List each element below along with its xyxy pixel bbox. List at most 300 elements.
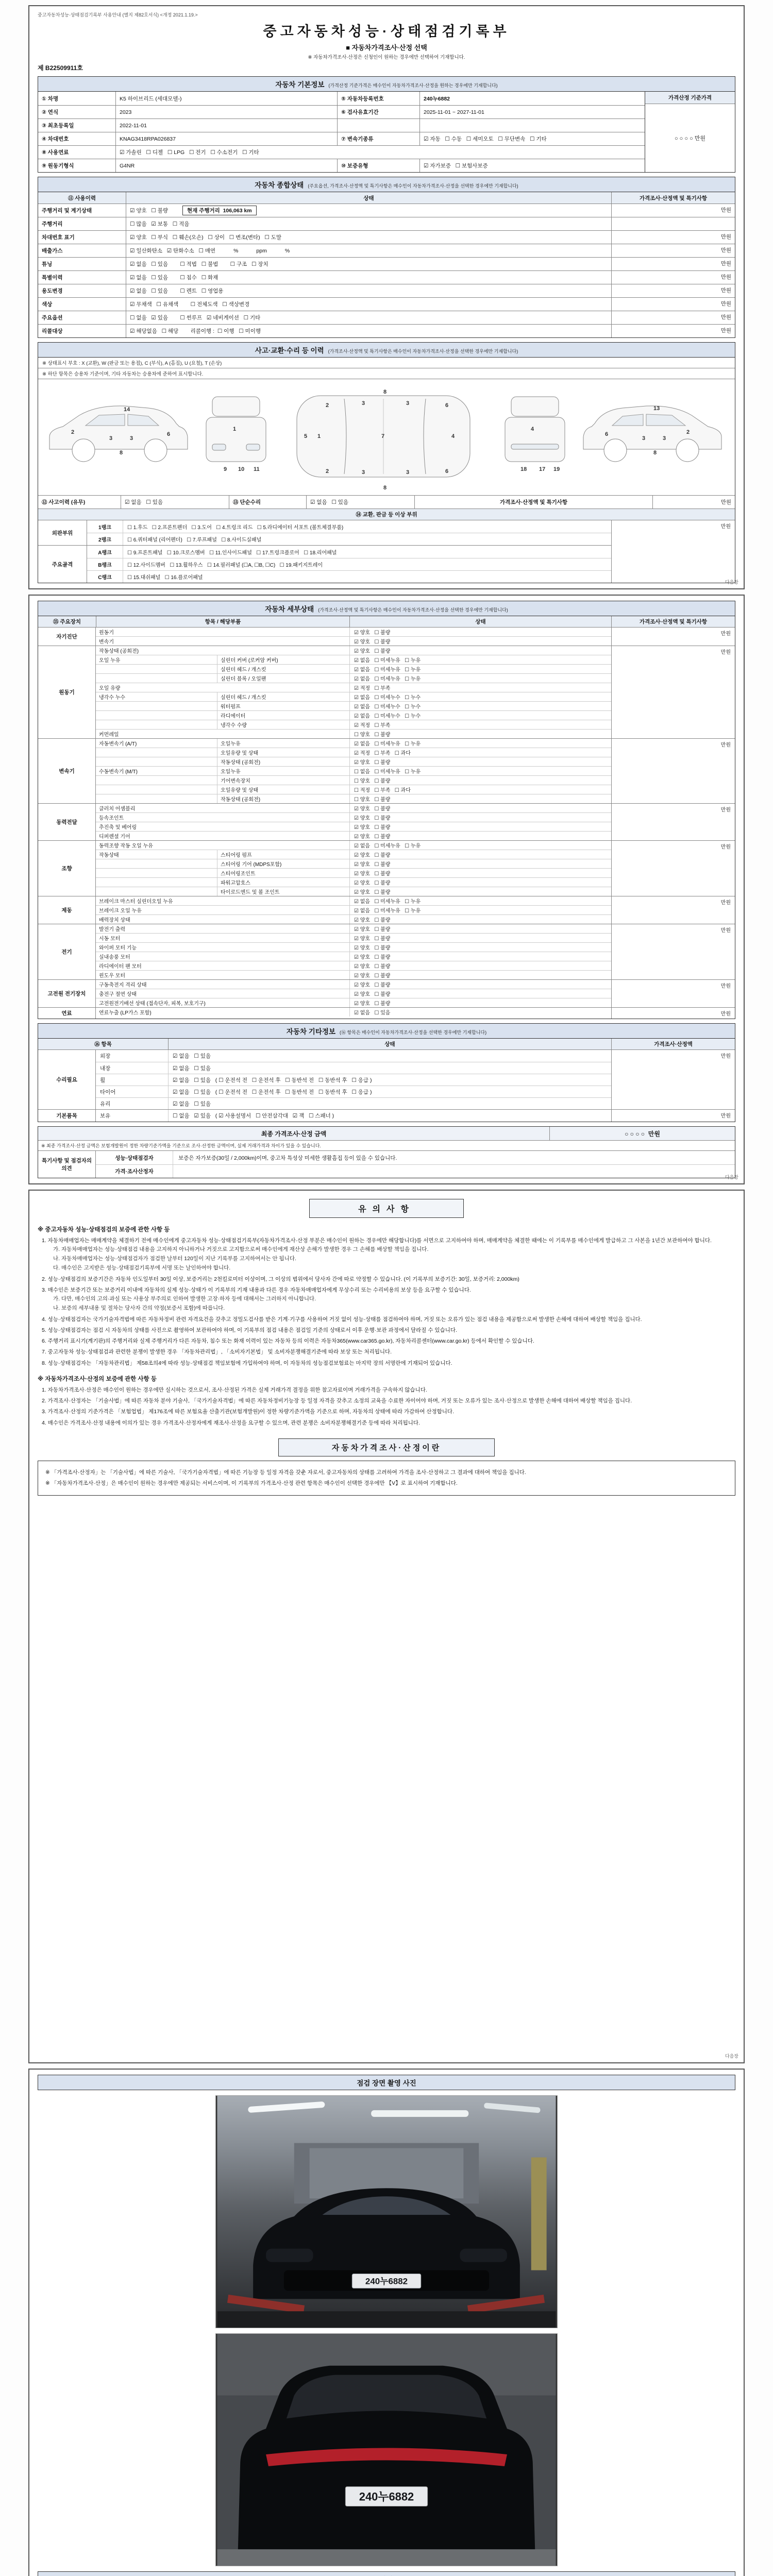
subitem-label: 오일유량 및 상태 (217, 748, 349, 757)
detail-row (96, 850, 611, 859)
item-label: 등속조인트 (99, 816, 124, 821)
outer-panel-label: 외판부위 (38, 520, 87, 545)
accident-price-cell: 만원 (652, 496, 735, 509)
state-checkboxes[interactable] (126, 298, 611, 311)
svg-text:1: 1 (233, 426, 237, 432)
warranty-type-label: ⑩ 보증유형 (337, 159, 419, 172)
state-checkboxes[interactable]: ☑ 없음 ☐ 미세누유 ☐ 누유 (349, 655, 611, 664)
car-damage-diagram (38, 379, 735, 495)
detail-group (38, 646, 735, 738)
state-checkboxes[interactable]: ☑ 양호 ☐ 불량 (349, 822, 611, 831)
state-checkboxes[interactable]: ☑ 없음 ☐ 미세누유 ☐ 누유 (349, 739, 611, 748)
state-options[interactable]: ☑ 없음 ☐ 있음 ☐ 렌트 ☐ 영업용 (130, 288, 224, 294)
use-history-label: 용도변경 (42, 288, 63, 294)
photo-rear-image (216, 2334, 557, 2566)
detail-row (96, 914, 611, 924)
rank1-label: 1랭크 (87, 520, 123, 533)
detail-group (38, 896, 735, 924)
state-checkboxes[interactable]: ☑ 양호 ☐ 불량 (349, 924, 611, 933)
price-cell: 만원 (611, 628, 735, 646)
detail-row (96, 942, 611, 952)
detail-group (38, 738, 735, 803)
rankC-label: C랭크 (87, 571, 123, 583)
detail-row (96, 673, 611, 683)
base-price-value: ○ ○ ○ ○ 만원 (674, 135, 706, 142)
item-label: 외장 (100, 1053, 111, 1059)
item-label: 변속기 (99, 639, 114, 645)
detail-row (96, 804, 611, 812)
final-price-block (38, 1126, 735, 1178)
state-checkboxes[interactable]: ☐ 없음 ☑ 있음 ( ☑ 사용설명서 ☐ 안전삼각대 ☑ 잭 ☐ 스패너 ) (168, 1110, 611, 1122)
price-cell: 만원 (611, 311, 735, 324)
overall-row (38, 244, 735, 257)
state-checkboxes[interactable]: ☑ 양호 ☐ 불량 (349, 998, 611, 1007)
main-frame-label: 주요골격 (38, 546, 87, 583)
price-cell: 만원 (611, 804, 735, 840)
notice-line: 1. 자동차매매업자는 매매계약을 체결하기 전에 매수인에게 중고자동차 성능·상태점검기록부(자동차가격조사·산정 부분은 매수인이 원하는 경우에만 해당합니다)를 서면으로 고지하여야 하며, 매매계약을 체결한 때에는 이 기록부를 매수인에게 발급하고 그 사본을 1년간 보관하여야 합니다. (42, 1238, 712, 1244)
col-other-item: ⑯ 항목 (94, 1041, 112, 1047)
item-label (96, 665, 217, 673)
state-checkboxes[interactable]: ☑ 적정 ☐ 부족 (349, 683, 611, 692)
state-checkboxes[interactable]: ☑ 없음 ☐ 있음 (168, 1062, 611, 1074)
simple-repair-checkboxes[interactable]: ☑ 없음 ☐ 있음 (306, 496, 414, 509)
detail-row (96, 710, 611, 720)
detail-row (96, 766, 611, 775)
subitem-label: 작동상태 (공회전) (217, 757, 349, 766)
state-checkboxes[interactable]: ☑ 양호 ☐ 불량 (349, 859, 611, 868)
col-detail-price: 가격조사·산정액 및 특기사항 (611, 616, 735, 627)
rank-price-cell: 만원 (611, 520, 735, 583)
detail-row (96, 859, 611, 868)
use-history-label: 주행거리 및 계기상태 (42, 208, 92, 214)
item-label: 와이퍼 모터 기능 (99, 945, 137, 951)
other-group (38, 1049, 735, 1109)
detail-row (96, 692, 611, 701)
engine-type-value: G4NR (115, 159, 337, 172)
state-checkboxes[interactable]: ☐ 양호 ☐ 불량 (349, 794, 611, 803)
item-label: 고전원전기배선 상태 (접속단자, 피복, 보호기구) (99, 1001, 206, 1007)
detail-row (96, 877, 611, 887)
document-number: 제 B22509911호 (38, 64, 83, 72)
state-checkboxes[interactable]: ☑ 적정 ☐ 부족 (349, 720, 611, 729)
state-checkboxes[interactable]: ☑ 양호 ☐ 불량 (349, 813, 611, 822)
svg-text:6: 6 (605, 431, 609, 437)
document-title: 중고자동차성능·상태점검기록부 (263, 24, 510, 39)
notice-text (38, 1225, 735, 1427)
notice-line: 3. 가격조사·산정의 기준가격은 「보험업법」 제176조에 따른 보험요율 산출기관(보험개발원)이 정한 차량기준가액을 기준으로 하며, 자동차의 상태에 따라 가감하여 산정합니다. (42, 1409, 454, 1415)
col-detail-state: 상태 (349, 616, 611, 627)
col-other-price: 가격조사·산정액 (611, 1039, 735, 1049)
use-history-label: 차대번호 표기 (42, 234, 75, 241)
state-checkboxes[interactable]: ☑ 없음 ☐ 있음 (349, 1008, 611, 1016)
pricing-info-line-2: ※ 「자동차가격조사·산정」은 매수인이 원하는 경우에만 제공되는 서비스이며, 이 기록부의 가격조사·산정 관련 항목은 매수인이 선택한 경우에만 【V】로 표시하여 기재합니다. (45, 1480, 458, 1486)
price-cell: 만원 (611, 244, 735, 257)
item-label: 발전기 출력 (99, 927, 126, 933)
state-checkboxes[interactable]: ☑ 양호 ☐ 불량 (349, 915, 611, 924)
price-cell: 만원 (611, 739, 735, 803)
state-options[interactable]: ☑ 양호 ☐ 부식 ☐ 훼손(오손) ☐ 상이 ☐ 변조(변타) ☐ 도말 (130, 234, 282, 241)
detail-group (38, 924, 735, 979)
other-row (96, 1097, 611, 1109)
state-checkboxes[interactable]: ☑ 없음 ☐ 미세누수 ☐ 누수 (349, 711, 611, 720)
state-checkboxes[interactable]: ☑ 양호 ☐ 불량 (349, 971, 611, 979)
subitem-label: 라디에이터 (217, 711, 349, 720)
state-checkboxes[interactable] (126, 311, 611, 324)
detail-row (96, 933, 611, 942)
state-checkboxes[interactable]: ☑ 양호 ☐ 불량 (349, 961, 611, 970)
item-label: 작동상태 (공회전) (99, 649, 139, 654)
detail-row (96, 952, 611, 961)
col-state: 상태 (126, 192, 611, 204)
device-label: 조향 (38, 841, 96, 896)
svg-text:11: 11 (254, 466, 260, 472)
price-cell: 만원 (611, 231, 735, 244)
svg-text:4: 4 (531, 426, 534, 432)
price-cell: 만원 (611, 841, 735, 896)
notice-line: 나. 자동차매매업자는 성능·상태점검자가 점검한 날부터 120일이 지난 기록부를 고지하여서는 안 됩니다. (53, 1256, 296, 1262)
basic-info-table (38, 92, 735, 173)
rankB-checkboxes[interactable]: ☐ 12.사이드멤버 ☐ 13.휠하우스 ☐ 14.필러패널 (☐A, ☐B, ☐C) ☐ 19.패키지트레이 (127, 563, 323, 568)
price-cell: 만원 (611, 1008, 735, 1019)
subitem-label: 실린더 커버 (로커암 커버) (217, 655, 349, 664)
state-checkboxes[interactable]: ☑ 없음 ☐ 있음 ( ☐ 운전석 전 ☐ 운전석 후 ☐ 동반석 전 ☐ 동반석 후 ☐ 응급 ) (168, 1074, 611, 1086)
accident-section-title: 사고·교환·수리 등 이력 (가격조사·산정액 및 특기사항은 매수인이 자동차가격조사·산정을 선택한 경우에만 기재합니다) (38, 342, 735, 358)
base-price-label: 가격산정 기준가격 (645, 92, 735, 104)
svg-text:3: 3 (642, 435, 646, 442)
subitem-label: 냉각수 수량 (217, 720, 349, 729)
detail-table (38, 616, 735, 1019)
other-note: (⑯ 항목은 매수인이 자동차가격조사·산정을 선택한 경우에만 기재합니다) (339, 1030, 487, 1035)
notice-line: 2. 가격조사·산정자는 「기술사법」에 따른 자동차 분야 기술사, 「국가기술자격법」에 따른 자동차정비기능장 등 일정 자격을 갖추고 소정의 교육을 수료한 자이어야 하며, 거짓 또는 오류가 있는 조사·산정으로 발생한 손해에 대하여 배상할 책임을 집니다. (42, 1398, 632, 1404)
state-checkboxes[interactable] (126, 244, 611, 257)
col-price: 가격조사·산정액 및 특기사항 (611, 192, 735, 204)
state-checkboxes[interactable]: ☑ 양호 ☐ 불량 (349, 850, 611, 859)
svg-text:7: 7 (381, 433, 385, 439)
item-label (96, 869, 217, 877)
price-cell: 만원 (611, 896, 735, 924)
notice-line: 3. 매수인은 보증기간 또는 보증거리 이내에 자동차의 실제 성능·상태가 이 기록부의 기재 내용과 다른 경우 자동차매매업자에게 무상수리 또는 수리비용의 보상 등을 요구할 수 있습니다. (42, 1286, 471, 1293)
svg-text:19: 19 (553, 466, 560, 472)
state-options[interactable]: ☑ 일산화탄소 ☑ 탄화수소 ☐ 매연 % ppm % (130, 248, 290, 254)
subitem-label: 실린더 블록 / 오일팬 (217, 674, 349, 683)
price-cell: 만원 (611, 325, 735, 337)
state-options[interactable]: ☐ 많음 ☑ 보통 ☐ 적음 (130, 221, 190, 227)
state-checkboxes[interactable] (126, 325, 611, 337)
empty-value (419, 119, 645, 132)
item-label: 연료누출 (LP가스 포함) (99, 1010, 152, 1016)
accident-history-label: ⑫ 사고이력 (유무) (42, 499, 86, 505)
inspection-photo-front (215, 2095, 558, 2328)
state-checkboxes[interactable]: ☑ 양호 ☐ 불량 (349, 887, 611, 896)
state-checkboxes[interactable] (126, 204, 611, 217)
subitem-label: 스티어링 기어 (MDPS포함) (217, 859, 349, 868)
notice-line: 8. 성능·상태점검자는 「자동차관리법」 제58조의4에 따라 성능·상태점검 책임보험에 가입하여야 하며, 이 자동차의 성능점검보험료는 마지막 장의 서명란에 기재되어 있습니다. (42, 1360, 452, 1366)
state-checkboxes[interactable]: ☐ 양호 ☐ 불량 (349, 730, 611, 738)
basic-info-note: (가격산정 기준가격은 매수인이 자동차가격조사·산정을 원하는 경우에만 기재합니다) (328, 83, 498, 88)
state-checkboxes[interactable]: ☑ 양호 ☐ 불량 (349, 934, 611, 942)
item-label: 충전구 절연 상태 (99, 992, 137, 997)
state-checkboxes[interactable]: ☑ 적정 ☐ 부족 ☐ 과다 (349, 748, 611, 757)
detail-section-title: 자동차 세부상태 (가격조사·산정액 및 특기사항은 매수인이 자동차가격조사·산정을 선택한 경우에만 기재합니다) (38, 601, 735, 616)
state-checkboxes[interactable]: ☑ 양호 ☐ 불량 (349, 952, 611, 961)
price-cell: 만원 (611, 1050, 735, 1109)
item-label: 타이어 (100, 1089, 116, 1095)
rankC-checkboxes[interactable]: ☐ 15.대쉬패널 ☐ 16.플로어패널 (127, 575, 203, 581)
svg-text:3: 3 (406, 469, 410, 476)
car-name-label: ① 차명 (42, 95, 59, 102)
notice-line: 다. 매수인은 고지받은 성능·상태점검기록부에 서명 또는 날인하여야 합니다. (53, 1264, 231, 1271)
state-checkboxes[interactable]: ☑ 양호 ☐ 불량 (349, 628, 611, 636)
year-label: ② 연식 (42, 109, 59, 115)
detail-group (38, 979, 735, 1007)
license-plate-rear: 240누6882 (359, 2490, 414, 2503)
state-checkboxes[interactable] (126, 258, 611, 270)
detail-row (96, 896, 611, 905)
page-4 (28, 2069, 745, 2576)
col-use-history: ⑪ 사용이력 (68, 195, 96, 201)
item-label: 오일 누유 (99, 658, 121, 664)
detail-row (96, 887, 611, 896)
svg-text:9: 9 (224, 466, 227, 472)
accident-price-label: 가격조사·산정액 및 특기사항 (414, 496, 652, 509)
subitem-label: 파워고압호스 (217, 878, 349, 887)
detail-row (96, 683, 611, 692)
notice-line: ※ 중고자동차 성능·상태점검의 보증에 관한 사항 등 (38, 1227, 170, 1233)
other-group (38, 1109, 735, 1122)
transmission-checkboxes[interactable]: ☑ 자동 ☐ 수동 ☐ 세미오토 ☐ 무단변속 ☐ 기타 (419, 132, 645, 145)
rank1-checkboxes[interactable]: ☐ 1.후드 ☐ 2.프론트펜더 ☐ 3.도어 ☐ 4.트렁크 리드 ☐ 5.라디에이터 서포트 (볼트체결부품) (127, 524, 344, 531)
detail-row (96, 970, 611, 979)
device-label: 동력전달 (38, 804, 96, 840)
state-checkboxes[interactable]: ☑ 없음 ☐ 있음 (168, 1098, 611, 1109)
detail-row (96, 775, 611, 785)
state-checkboxes[interactable]: ☐ 양호 ☐ 불량 (349, 776, 611, 785)
item-label: 브레이크 마스터 실린더오일 누유 (99, 899, 173, 905)
first-reg-value: 2022-11-01 (115, 119, 337, 132)
overall-row (38, 270, 735, 284)
base-price-block (645, 92, 735, 172)
item-label (96, 776, 217, 785)
item-label (96, 674, 217, 683)
detail-row (96, 748, 611, 757)
state-options[interactable]: ☑ 양호 ☐ 불량 (130, 208, 168, 214)
detail-group (38, 1007, 735, 1019)
fuel-checkboxes[interactable]: ☑ 가솔린 ☐ 디젤 ☐ LPG ☐ 전기 ☐ 수소전기 ☐ 기타 (115, 146, 645, 159)
svg-text:8: 8 (653, 450, 657, 456)
next-page-label: 다음장 (725, 580, 738, 585)
overall-row (38, 284, 735, 297)
svg-text:14: 14 (124, 406, 130, 413)
item-label (96, 859, 217, 868)
other-table (38, 1039, 735, 1122)
notice-line: 5. 성능·상태점검자는 점검 시 자동차의 상태를 사진으로 촬영하여 보관하여야 하며, 이 기록부의 점검 내용은 점검일 기준의 상태로서 이후 운행·보관 과정에서 달라질 수 있습니다. (42, 1327, 457, 1333)
detail-row (96, 1008, 611, 1016)
inspection-photo-rear (215, 2333, 558, 2566)
item-label (96, 887, 217, 896)
use-history-label: 배출가스 (42, 248, 63, 254)
overall-row (38, 217, 735, 230)
other-row (96, 1110, 611, 1122)
detail-row (96, 831, 611, 840)
svg-text:8: 8 (120, 450, 123, 456)
car-name-value: K5 하이브리드 (세대모델-) (115, 92, 337, 105)
inspector-label: 성능·상태점검자 (96, 1151, 173, 1164)
state-checkboxes[interactable]: ☑ 양호 ☐ 불량 (349, 637, 611, 646)
state-checkboxes[interactable]: ☑ 양호 ☐ 불량 (349, 869, 611, 877)
use-history-label: 튜닝 (42, 261, 53, 267)
pricing-info-title: 자동차가격조사·산정이란 (278, 1438, 495, 1456)
state-checkboxes[interactable]: ☑ 양호 ☐ 불량 (349, 757, 611, 766)
price-cell: 만원 (611, 298, 735, 311)
group-label: 기본품목 (38, 1110, 96, 1122)
detail-row (96, 980, 611, 989)
vin-value: KNAG3418RPA026837 (115, 132, 337, 145)
simple-repair-label: ⑬ 단순수리 (229, 496, 306, 509)
rank2-checkboxes[interactable]: ☐ 6.쿼터패널 (리어펜더) ☐ 7.루프패널 ☐ 8.사이드실패널 (127, 537, 262, 543)
state-checkboxes[interactable] (126, 271, 611, 284)
item-label: 라디에이터 팬 모터 (99, 964, 142, 970)
col-item: 항목 / 해당부품 (96, 616, 349, 627)
vin-label: ④ 차대번호 (42, 136, 69, 142)
state-checkboxes[interactable] (126, 217, 611, 230)
state-checkboxes[interactable]: ☑ 양호 ☐ 불량 (349, 646, 611, 655)
state-checkboxes[interactable]: ☑ 양호 ☐ 불량 (349, 980, 611, 989)
item-label (96, 757, 217, 766)
detail-row (96, 720, 611, 729)
state-checkboxes[interactable] (126, 284, 611, 297)
svg-text:3: 3 (362, 400, 365, 406)
item-label: 시동 모터 (99, 936, 121, 942)
detail-row (96, 701, 611, 710)
subitem-label: 오일유량 및 상태 (217, 785, 349, 794)
license-plate-front: 240누6882 (365, 2276, 408, 2286)
subitem-label: 타이로드엔드 및 볼 조인트 (217, 887, 349, 896)
item-label: 휠 (100, 1077, 106, 1083)
svg-text:2: 2 (326, 468, 329, 474)
rankA-label: A랭크 (87, 546, 123, 558)
state-checkboxes[interactable]: ☑ 양호 ☐ 불량 (349, 943, 611, 952)
price-cell: 만원 (611, 646, 735, 738)
rank2-label: 2랭크 (87, 533, 123, 545)
device-label: 원동기 (38, 646, 96, 738)
item-label: 보유 (100, 1113, 111, 1119)
pricing-info-line-1: ※ 「가격조사·산정자」는 「기술사법」에 따른 기술사, 「국가기술자격법」에 따른 기능장 등 일정 자격을 갖춘 자로서, 중고자동차의 상태를 고려하여 가격을 조사·산정하고 그 결과에 대하여 책임을 집니다. (45, 1469, 526, 1476)
item-label: 클러치 어셈블리 (99, 806, 136, 812)
other-section-title: 자동차 기타정보 (⑯ 항목은 매수인이 자동차가격조사·산정을 선택한 경우에만 기재합니다) (38, 1023, 735, 1039)
price-cell (611, 217, 735, 230)
detail-row (96, 905, 611, 914)
state-checkboxes[interactable] (126, 231, 611, 244)
notice-line: ※ 자동차가격조사·산정의 보증에 관한 사항 등 (38, 1376, 157, 1382)
detail-row (96, 655, 611, 664)
item-label: 작동상태 (99, 853, 119, 858)
state-checkboxes[interactable]: ☑ 양호 ☐ 불량 (349, 878, 611, 887)
detail-group (38, 840, 735, 896)
state-checkboxes[interactable]: ☑ 없음 ☐ 미세누유 ☐ 누유 (349, 906, 611, 914)
notice-line: 7. 중고자동차 성능·상태점검과 관련한 분쟁이 발생한 경우 「자동차관리법」, 「소비자기본법」 및 소비자분쟁해결기준에 따라 보상 또는 처리됩니다. (42, 1349, 392, 1355)
state-checkboxes[interactable]: ☑ 없음 ☐ 미세누유 ☐ 누유 (349, 674, 611, 683)
appraiser-remark (173, 1165, 735, 1178)
rankB-label: B랭크 (87, 558, 123, 570)
photos-section-title: 점검 장면 촬영 사진 (38, 2075, 735, 2090)
overall-row (38, 324, 735, 337)
state-options[interactable]: ☐ 없음 ☑ 있음 ☐ 썬루프 ☑ 네비게이션 ☐ 기타 (130, 315, 261, 321)
overall-row (38, 311, 735, 324)
state-options[interactable]: ☑ 해당없음 ☐ 해당 리콜이행 : ☐ 이행 ☐ 미이행 (130, 328, 261, 334)
subitem-label: 실린더 헤드 / 개스킷 (217, 665, 349, 673)
state-checkboxes[interactable]: ☑ 양호 ☐ 불량 (349, 804, 611, 812)
svg-text:1: 1 (317, 433, 321, 439)
svg-text:3: 3 (663, 435, 666, 442)
basic-info-section-title: 자동차 기본정보 (가격산정 기준가격은 매수인이 자동차가격조사·산정을 원하는 경우에만 기재합니다) (38, 76, 735, 92)
other-row (96, 1074, 611, 1086)
price-cell: 만원 (611, 924, 735, 979)
col-other-state: 상태 (168, 1039, 611, 1049)
device-label: 변속기 (38, 739, 96, 803)
state-checkboxes[interactable]: ☐ 적정 ☐ 부족 ☐ 과다 (349, 785, 611, 794)
svg-text:6: 6 (445, 402, 449, 409)
state-checkboxes[interactable]: ☑ 없음 ☐ 있음 (168, 1050, 611, 1062)
price-cell: 만원 (611, 258, 735, 270)
item-label: 동력조향 작동 오일 누유 (99, 843, 153, 849)
state-checkboxes[interactable]: ☑ 없음 ☐ 미세누유 ☐ 누유 (349, 896, 611, 905)
state-options[interactable]: ☑ 없음 ☐ 있음 ☐ 적법 ☐ 불법 ☐ 구조 ☐ 장치 (130, 261, 268, 267)
state-checkboxes[interactable]: ☑ 없음 ☐ 미세누유 ☐ 누유 (349, 841, 611, 850)
state-checkboxes[interactable]: ☑ 양호 ☐ 불량 (349, 989, 611, 998)
item-label: 구동축전지 격리 상태 (99, 982, 147, 988)
accident-history-checkboxes[interactable]: ☑ 없음 ☐ 있음 (121, 496, 229, 509)
price-survey-option-note: ※ 자동차가격조사·산정은 신청인이 원하는 경우에만 선택하여 기재합니다. (308, 55, 465, 60)
transmission-label: ⑦ 변속기종류 (337, 132, 419, 145)
state-checkboxes[interactable]: ☑ 없음 ☐ 미세누수 ☐ 누수 (349, 702, 611, 710)
detail-row (96, 785, 611, 794)
warranty-type-checkboxes[interactable]: ☑ 자가보증 ☐ 보험사보증 (419, 159, 645, 172)
subitem-label: 작동상태 (공회전) (217, 794, 349, 803)
svg-text:3: 3 (362, 469, 365, 476)
svg-text:3: 3 (130, 435, 133, 442)
state-options[interactable]: ☑ 없음 ☐ 있음 ☐ 침수 ☐ 화재 (130, 275, 219, 281)
svg-text:4: 4 (451, 433, 455, 439)
svg-text:2: 2 (71, 429, 75, 435)
state-checkboxes[interactable]: ☑ 없음 ☐ 미세누유 ☐ 누유 (349, 665, 611, 673)
group-label: 수리필요 (38, 1050, 96, 1109)
item-label (96, 720, 217, 729)
subitem-label: 워터펌프 (217, 702, 349, 710)
svg-text:3: 3 (406, 400, 410, 406)
svg-text:2: 2 (686, 429, 690, 435)
use-history-label: 주요옵션 (42, 315, 63, 321)
subitem-label: 오일누유 (217, 739, 349, 748)
detail-row (96, 664, 611, 673)
state-checkboxes[interactable]: ☑ 양호 ☐ 불량 (349, 832, 611, 840)
notice-line: 4. 매수인은 가격조사·산정 내용에 이의가 있는 경우 가격조사·산정자에게 재조사·산정을 요구할 수 있으며, 관련 분쟁은 소비자분쟁해결기준 등에 따라 처리됩니다. (42, 1419, 420, 1426)
detail-row (96, 868, 611, 877)
svg-text:3: 3 (109, 435, 113, 442)
rankA-checkboxes[interactable]: ☐ 9.프론트패널 ☐ 10.크로스멤버 ☐ 11.인사이드패널 ☐ 17.트렁크플로어 ☐ 18.리어패널 (127, 550, 337, 556)
price-cell: 만원 (611, 1110, 735, 1122)
state-checkboxes[interactable]: ☑ 없음 ☐ 미세누수 ☐ 누수 (349, 692, 611, 701)
price-cell: 만원 (611, 980, 735, 1007)
item-label: 유리 (100, 1100, 111, 1107)
notice-line: 가. 다만, 매수인의 고의·과실 또는 사용상 부주의로 인하여 발생한 고장·하자 등에 대해서는 그러하지 아니합니다. (53, 1296, 316, 1302)
state-checkboxes[interactable]: ☐ 없음 ☐ 미세누유 ☐ 누유 (349, 767, 611, 775)
detail-row (96, 628, 611, 636)
state-checkboxes[interactable]: ☑ 없음 ☐ 있음 ( ☐ 운전석 전 ☐ 운전석 후 ☐ 동반석 전 ☐ 동반석 후 ☐ 응급 ) (168, 1086, 611, 1097)
exchange-section-label: ⑭ 교환, 판금 등 이상 부위 (356, 512, 417, 518)
subitem-label: 기어변속장치 (217, 776, 349, 785)
odometer-box: 현재 주행거리 106,063 km (182, 206, 257, 215)
state-options[interactable]: ☑ 무채색 ☐ 유채색 ☐ 전체도색 ☐ 색상변경 (130, 301, 250, 308)
